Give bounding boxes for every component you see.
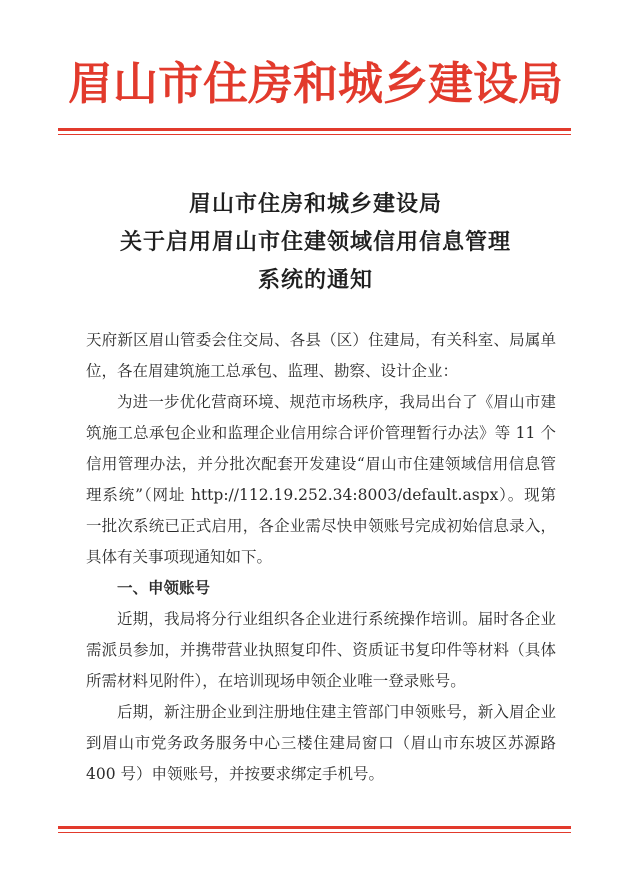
letterhead-title: 眉山市住房和城乡建设局 [67, 57, 563, 110]
footer-rule-thin [58, 832, 571, 833]
document-body [86, 325, 556, 790]
paragraph-training: 近期，我局将分行业组织各企业进行系统操作培训。届时各企业需派员参加，并携带营业执照复印件、资质证书复印件等材料（具体所需材料见附件），在培训现场申领企业唯一登录账号。 [86, 610, 556, 690]
letterhead-rule-thick [58, 128, 571, 131]
document-title-line-2: 关于启用眉山市住建领域信用信息管理 [119, 229, 511, 255]
document-title-line-3: 系统的通知 [257, 267, 373, 293]
footer-rule-thick [58, 826, 571, 829]
paragraph-registration: 后期，新注册企业到注册地住建主管部门申领账号，新入眉企业到眉山市党务政务服务中心三楼住建局窗口（眉山市东坡区苏源路 400 号）申领账号，并按要求绑定手机号。 [86, 703, 556, 783]
document-title-line-1: 眉山市住房和城乡建设局 [188, 191, 442, 217]
letterhead-rule-thin [58, 134, 571, 135]
paragraph-intro: 为进一步优化营商环境、规范市场秩序，我局出台了《眉山市建筑施工总承包企业和监理企业信用综合评价管理暂行办法》等 11 个信用管理办法，并分批次配套开发建设“眉山市住建领域信用信息管理系统”（网址 http://112.19.252.34:8003/default.aspx）。现第一批次系统已正式启用，各企业需尽快申领账号完成初始信息录入，具体有关事项现通知如下。 [86, 393, 556, 566]
addressee: 天府新区眉山管委会住交局、各县（区）住建局，有关科室、局属单位，各在眉建筑施工总承包、监理、勘察、设计企业： [86, 331, 556, 380]
section-heading: 一、申领账号 [117, 579, 211, 597]
